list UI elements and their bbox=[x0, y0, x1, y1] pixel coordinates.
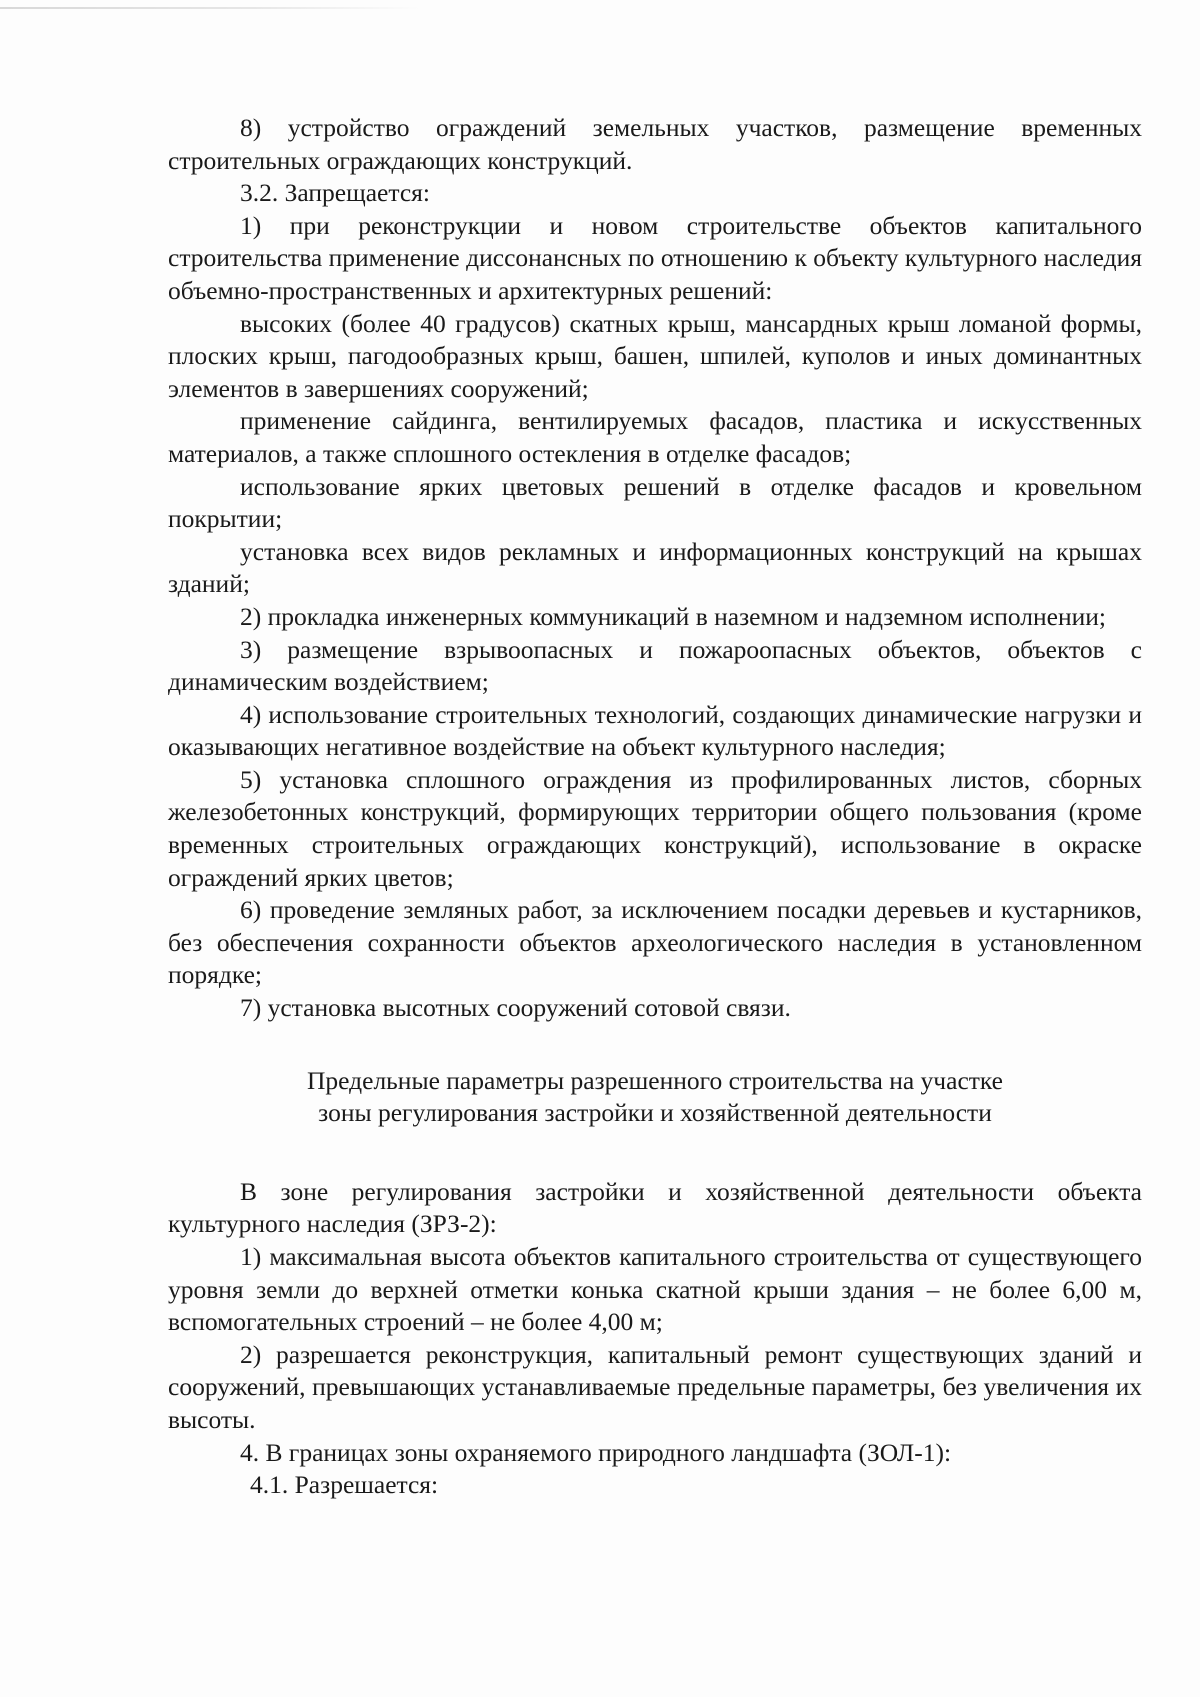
section-3-2-title: 3.2. Запрещается: bbox=[240, 178, 430, 208]
paragraph-advertising: установка всех видов рекламных и информационных конструкций на крышах зданий; bbox=[168, 536, 1142, 599]
section-heading-line-1: Предельные параметры разрешенного строительства на участке bbox=[307, 1065, 1003, 1095]
paragraph-roofs: высоких (более 40 градусов) скатных крыш, мансардных крыш ломаной формы, плоских крыш, пагодообразных крыш, башен, шпилей, куполов и иных доминантных элементов в завершениях сооружений; bbox=[168, 308, 1142, 403]
paragraph-zrz2-intro: В зоне регулирования застройки и хозяйственной деятельности объекта культурного наследия (ЗРЗ-2): bbox=[168, 1176, 1142, 1239]
document-body bbox=[168, 112, 1142, 1502]
paragraph-zrz2-reconstruction: 2) разрешается реконструкция, капитальный ремонт существующих зданий и сооружений, превышающих устанавливаемые предельные параметры, без увеличения их высоты. bbox=[168, 1339, 1142, 1434]
paragraph-prohibition-7: 7) установка высотных сооружений сотовой связи. bbox=[240, 993, 791, 1023]
paragraph-zrz2-height: 1) максимальная высота объектов капитального строительства от существующего уровня земли до верхней отметки конька скатной крыши здания – не более 6,00 м, вспомогательных строений – не более 4,00 м; bbox=[168, 1242, 1142, 1337]
paragraph-item-8: 8) устройство ограждений земельных участков, размещение временных строительных ограждающих конструкций. bbox=[168, 113, 1142, 175]
paragraph-prohibition-4: 4) использование строительных технологий, создающих динамические нагрузки и оказывающих негативное воздействие на объект культурного наследия; bbox=[168, 699, 1142, 762]
section-4-1-title: 4.1. Разрешается: bbox=[250, 1470, 439, 1500]
paragraph-prohibition-1: 1) при реконструкции и новом строительстве объектов капитального строительства применение диссонансных по отношению к объекту культурного наследия объемно-пространственных и архитектурных решений: bbox=[168, 210, 1142, 305]
paragraph-prohibition-2: 2) прокладка инженерных коммуникаций в наземном и надземном исполнении; bbox=[240, 601, 1106, 631]
paragraph-colors: использование ярких цветовых решений в отделке фасадов и кровельном покрытии; bbox=[168, 471, 1142, 534]
paragraph-prohibition-6: 6) проведение земляных работ, за исключением посадки деревьев и кустарников, без обеспечения сохранности объектов археологического наследия в установленном порядке; bbox=[168, 895, 1142, 990]
paragraph-siding: применение сайдинга, вентилируемых фасадов, пластика и искусственных материалов, а также сплошного остекления в отделке фасадов; bbox=[168, 406, 1142, 468]
section-heading bbox=[168, 1065, 1142, 1130]
scan-edge-mark bbox=[0, 7, 420, 9]
paragraph-prohibition-3: 3) размещение взрывоопасных и пожароопасных объектов, объектов с динамическим воздействием; bbox=[168, 634, 1142, 697]
section-4-title: 4. В границах зоны охраняемого природного ландшафта (ЗОЛ-1): bbox=[240, 1437, 952, 1467]
paragraph-prohibition-5: 5) установка сплошного ограждения из профилированных листов, сборных железобетонных конструкций, формирующих территории общего пользования (кроме временных строительных ограждающих конструкций), использование в окраске ограждений ярких цветов; bbox=[168, 764, 1142, 892]
section-heading-line-2: зоны регулирования застройки и хозяйственной деятельности bbox=[318, 1098, 992, 1128]
